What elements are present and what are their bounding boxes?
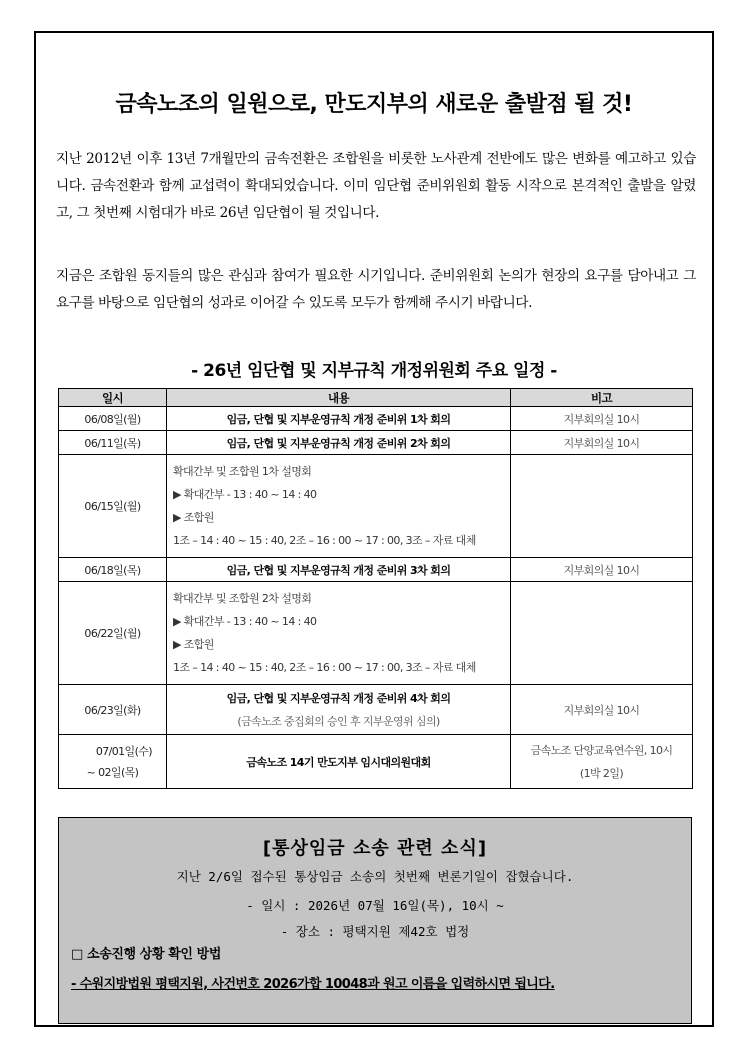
news-summary: 지난 2/6일 접수된 통상임금 소송의 첫번째 변론기일이 잡혔습니다. [176,869,574,884]
table-row [59,582,693,685]
check-method-label: 소송진행 상황 확인 방법 [87,947,221,962]
row-note [511,735,693,789]
row-note: 지부회의실 10시 [511,558,693,582]
header-date: 일시 [59,389,167,407]
page-frame [34,31,714,1027]
row-content [167,582,511,685]
table-row [59,431,693,455]
news-date: - 일시 : 2026년 07월 16일(목), 10시 ~ [246,898,504,913]
row-date: 06/23일(화) [59,685,167,735]
row-date: 06/08일(월) [59,407,167,431]
schedule-title: - 26년 임단협 및 지부규칙 개정위원회 주요 일정 - [191,361,557,381]
table-row [59,558,693,582]
table-row [59,455,693,558]
row-date [59,735,167,789]
table-row [59,735,693,789]
row-note: 지부회의실 10시 [511,407,693,431]
row-content [167,685,511,735]
row-date-end: ~ 02일(목) [86,765,139,779]
row-content-main: 임금, 단협 및 지부운영규칙 개정 준비위 4차 회의 [226,691,451,705]
session-members-label: ▶ 조합원 [173,638,214,651]
news-title: [통상임금 소송 관련 소식] [262,838,488,859]
row-date-start: 07/01일(수) [95,744,152,758]
page-headline: 금속노조의 일원으로, 만도지부의 새로운 출발점 될 것! [115,92,633,117]
row-date: 06/22일(월) [59,582,167,685]
session-leaders-time: ▶ 확대간부 - 13 : 40 ~ 14 : 40 [173,615,317,628]
header-note: 비고 [511,389,693,407]
session-members-time: 1조 – 14 : 40 ~ 15 : 40, 2조 – 16 : 00 ~ 17 : 00, 3조 – 자료 대체 [173,534,476,547]
row-date: 06/11일(목) [59,431,167,455]
row-note [511,582,693,685]
session-members-time: 1조 – 14 : 40 ~ 15 : 40, 2조 – 16 : 00 ~ 17 : 00, 3조 – 자료 대체 [173,661,476,674]
session-leaders-time: ▶ 확대간부 - 13 : 40 ~ 14 : 40 [173,488,317,501]
row-note: 지부회의실 10시 [511,685,693,735]
row-content [167,455,511,558]
table-row [59,407,693,431]
row-note-place: 금속노조 단양교육연수원, 10시 [530,743,673,757]
row-date: 06/15일(월) [59,455,167,558]
session-members-label: ▶ 조합원 [173,511,214,524]
checkbox-icon: □ [71,947,83,962]
row-content-sub: (금속노조 중집회의 승인 후 지부운영위 심의) [237,714,440,728]
appeal-paragraph: 지금은 조합원 동지들의 많은 관심과 참여가 필요한 시기입니다. 준비위원회 논의가 현장의 요구를 담아내고 그 요구를 바탕으로 임단협의 성과로 이어갈 수 있도록 모두가 함께해 주시기 바랍니다. [56,268,696,311]
intro-paragraph: 지난 2012년 이후 13년 7개월만의 금속전환은 조합원을 비롯한 노사관계 전반에도 많은 변화를 예고하고 있습니다. 금속전환과 함께 교섭력이 확대되었습니다. 이미 임단협 준비위원회 활동 시작으로 본격적인 출발을 알렸고, 그 첫번째 시험대가 바로 26년 임단협이 될 것입니다. [56,151,696,221]
table-row [59,685,693,735]
row-content: 임금, 단협 및 지부운영규칙 개정 준비위 2차 회의 [167,431,511,455]
session-title: 확대간부 및 조합원 1차 설명회 [173,465,312,478]
news-place: - 장소 : 평택지원 제42호 법정 [280,924,470,939]
row-content: 임금, 단협 및 지부운영규칙 개정 준비위 3차 회의 [167,558,511,582]
lawsuit-news-box [58,817,692,1024]
check-method-guide: - 수원지방법원 평택지원, 사건번호 2026가합 10048과 원고 이름을 입력하시면 됩니다. [71,977,555,992]
row-content: 금속노조 14기 만도지부 임시대의원대회 [167,735,511,789]
session-title: 확대간부 및 조합원 2차 설명회 [173,592,312,605]
row-date: 06/18일(목) [59,558,167,582]
check-method-heading [71,943,221,962]
table-header-row [59,389,693,407]
row-note: 지부회의실 10시 [511,431,693,455]
row-note-duration: (1박 2일) [579,766,624,780]
row-content: 임금, 단협 및 지부운영규칙 개정 준비위 1차 회의 [167,407,511,431]
row-note [511,455,693,558]
header-content: 내용 [167,389,511,407]
schedule-table [58,388,693,789]
